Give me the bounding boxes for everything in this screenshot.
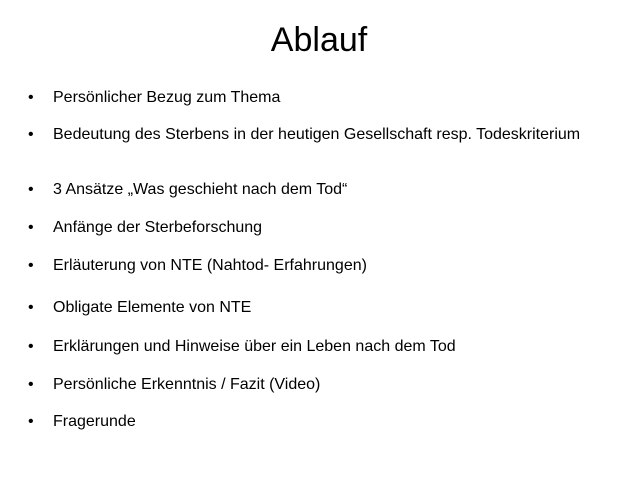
bullet-icon: • (28, 299, 34, 316)
bullet-icon: • (28, 89, 34, 106)
bullet-icon: • (28, 181, 34, 198)
bullet-icon: • (28, 257, 34, 274)
list-item-text: Persönliche Erkenntnis / Fazit (Video) (53, 376, 321, 393)
list-item-text: Erklärungen und Hinweise über ein Leben nach dem Tod (53, 338, 456, 355)
list-item-text: Anfänge der Sterbeforschung (53, 219, 263, 236)
bullet-icon: • (28, 376, 34, 393)
list-item-text: Erläuterung von NTE (Nahtod- Erfahrungen) (53, 257, 367, 274)
list-item-text: Obligate Elemente von NTE (53, 299, 252, 316)
list-item-text: Fragerunde (53, 413, 136, 430)
bullet-icon: • (28, 219, 34, 236)
bullet-icon: • (28, 413, 34, 430)
list-item-text: Bedeutung des Sterbens in der heutigen Gesellschaft resp. Todeskriterium (53, 126, 581, 143)
bullet-icon: • (28, 126, 34, 143)
list-item-text: 3 Ansätze „Was geschieht nach dem Tod“ (53, 181, 348, 198)
slide-title: Ablauf (270, 21, 368, 59)
bullet-icon: • (28, 338, 34, 355)
list-item-text: Persönlicher Bezug zum Thema (53, 89, 281, 106)
